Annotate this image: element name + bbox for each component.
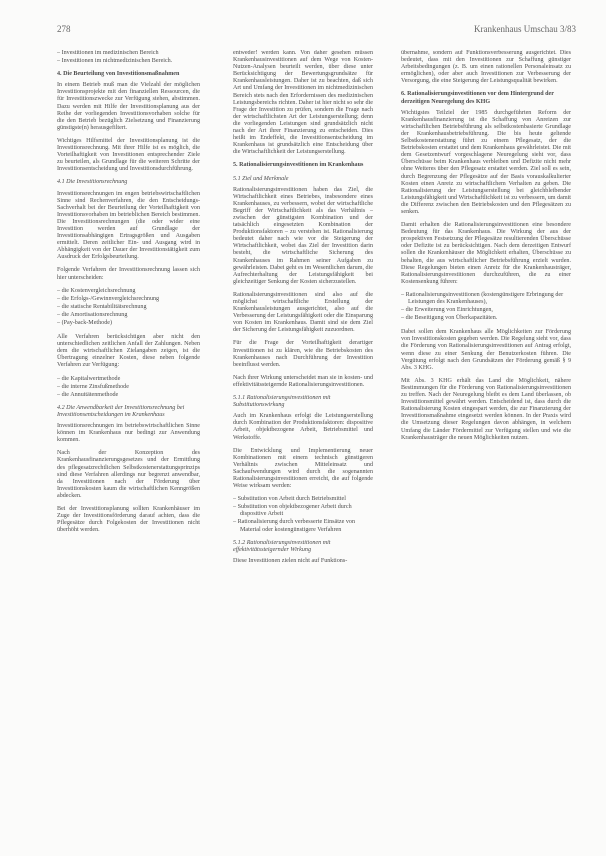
list-item: – Rationalisierungsinvestitionen (kostengünstigere Erbringung der Leistungen des Krankenhauses), — [401, 291, 564, 305]
list-item: – Substitution von objektbezogener Arbeit durch dispositive Arbeit — [233, 504, 352, 518]
paragraph: Auch im Krankenhaus erfolgt die Leistungserstellung durch Kombination der Produktionsfaktoren: dispositive Arbeit, objektbezogene Arbeit, Betriebsmittel und Werkstoffe. — [233, 413, 373, 441]
paragraph: In einem Betrieb muß man die Vielzahl der möglichen Investitionsprojekte mit den finanziellen Ressourcen, die für Investitionszwecke zur Verfügung stehen, abstimmen. Dazu werden mit Hilfe der Investitionsplanung aus der Reihe der vorliegenden Investitionsvorhaben solche für die den Betrieb bezüglich Zielsetzung und Finanzierung günstigste(n) herausgefiltert. — [57, 82, 200, 131]
subsection-heading: 4.2 Die Anwendbarkeit der Investitionsrechnung bei Investitionsentscheidungen im Krankenhaus — [57, 404, 185, 418]
section-heading: 5. Rationalisierungsinvestitionen im Krankenhaus — [233, 162, 364, 169]
list-item: – die Kostenvergleichsrechnung — [57, 287, 136, 294]
paragraph: Rationalisierungsinvestitionen sind also auf die möglichst wirtschaftliche Erstellung der Krankenhausleistungen ausgerichtet, also auf die Verbesserung der Leistungsfähigkeit oder die Einsparung von Kosten im Krankenhaus. Damit sind sie dem Ziel der Sicherung der Leistungsfähigkeit zuzuordnen. — [233, 291, 373, 334]
paragraph: Rationalisierungsinvestitionen haben das Ziel, die Wirtschaftlichkeit eines Betriebes, insbesondere eines Krankenhauses, zu verbessern, wobei der wirtschaftliche Begriff der Wirtschaftlichkeit als das Verhältnis – zwischen der günstigsten Kombination und der tatsächlich eingesetzten Kombination der Produktionsfaktoren – zu verstehen ist. Rationalisierung bedeutet daher nach wie vor die Steigerung der Wirtschaftlichkeit, wobei das Ziel der Investition darin besteht, die wirtschaftliche Sicherung des Krankenhauses im Rahmen seiner Aufgaben zu gewährleisten. Dabei geht es im Wesentlichen darum, die Aufrechterhaltung der Leistungsfähigkeit bei gleichzeitiger Senkung der Kosten sicherzustellen. — [233, 186, 373, 285]
list-item: – die interne Zinsfußmethode — [57, 383, 129, 390]
running-head: Krankenhaus Umschau 3/83 — [474, 24, 576, 34]
paragraph: Nach ihrer Wirkung unterscheidet man sie in kosten- und effektivitätssteigernde Rationalisierungsinvestitionen. — [233, 374, 373, 388]
paragraph: Wichtigstes Teilziel der 1985 durchgeführten Reform der Krankenhausfinanzierung ist die Schaffung von Anreizen zur wirtschaftlichen Betriebsführung als selbstkostenbasierte Grundlage der Krankenhausbetriebsführung. Die bis heute geltende Selbstkostenerstattung führt zu einem Pflegesatz, der die Betriebskosten erstattet und dem Krankenhaus gewährleistet. Die mit dem Gesetzentwurf vorgeschlagene Neuregelung sieht vor, dass Überschüsse beim Krankenhaus verbleiben und Defizite nicht mehr ohne Weiteres über den Pflegesatz erstattet werden. Ziel soll es sein, durch Begrenzung der Pflegesätze auf der Basis vorauskalkulierter Kosten einen Anreiz zu wirtschaftlichem Verhalten zu geben. Die Rationalisierung der Leistungserstellung bei gleichbleibender Leistungsfähigkeit und Wirtschaftlichkeit ist zu verbessern, um damit die Differenz zwischen den Betriebskosten und den Pflegesätzen zu senken. — [401, 109, 571, 215]
paragraph: Dabei sollen dem Krankenhaus alle Möglichkeiten zur Förderung von Investitionskosten gegeben werden. Die Regelung sieht vor, dass die Förderung von Rationalisierungsinvestitionen auf Antrag erfolgt, wenn diese zu einer Senkung der Benutzerkosten führen. Die Vergütung erfolgt nach den Grundsätzen der Förderung gemäß § 9 Abs. 3 KHG. — [401, 329, 571, 371]
paragraph: übernahme, sondern auf Funktionsverbesserung ausgerichtet. Dies bedeutet, dass mit den Investitionen zur Schaffung günstiger Arbeitsbedingungen (z. B. um einen rationellen Personaleinsatz zu ermöglichen), oder aber auch Investitionen zur Verbesserung der Versorgung, die eine Steigerung der Leistungsqualität bewirken. — [401, 50, 571, 85]
subsection-heading: 4.1 Die Investitionsrechnung — [57, 179, 128, 186]
list-item: – die Annuitätenmethode — [57, 391, 119, 398]
list-item: – die Amortisationsrechnung — [57, 311, 128, 318]
page-header — [0, 24, 606, 36]
list-item: – (Pay-back-Methode) — [57, 320, 112, 326]
list-item: – die Erfolgs-/Gewinnvergleichsrechnung — [57, 295, 160, 302]
subsection-heading: 5.1 Ziel und Merkmale — [233, 175, 289, 182]
paragraph: entweder! werden kann. Von daher gesehen müssen Krankenhausinvestitionen auf dem Wege von Kosten-Nutzen-Analysen beurteilt werden, über diese unter Berücksichtigung der Bewertungsgrundsätze für Krankenhausleistungen. Daher ist zu beachten, daß sich Art und Umfang der Investitionen im nichtmedizinischen Bereich stets nach den Erfordernissen des medizinischen Leistungsbereichs richten. Daher ist hier nicht so sehr die Frage der Investition zu prüfen, sondern die Frage nach der wirtschaftlichsten Art der Leistungserstellung; denn die vorliegenden Leistungen sind grundsätzlich nicht nach der Art ihrer Finanzierung zu entscheiden. Dies heißt im Endeffekt, die Investitionsentscheidung im Krankenhaus ist grundsätzlich eine Entscheidung über die Wirtschaftlichkeit der Leistungserstellung. — [233, 50, 373, 156]
list-item: – Investitionen im nichtmedizinischen Bereich. — [57, 58, 173, 65]
paragraph: Damit erhalten die Rationalisierungsinvestitionen eine besondere Bedeutung für das Krankenhaus. Die Wirkung der aus der prospektiven Festsetzung der Pflegesätze resultierenden Überschüsse oder Defizite ist zu berücksichtigen. Nach dem derzeitigen Entwurf sollen die Krankenhäuser die Möglichkeit erhalten, Überschüsse zu behalten, die aus wirtschaftlicher Betriebsführung erzielt wurden. Diese Regelungen bieten einen Anreiz für die Krankenhausträger, Rationalisierungsinvestitionen durchzuführen, die zu einer Kostensenkung führen: — [401, 222, 571, 285]
list-item: – Rationalisierung durch verbesserte Einsätze von Material oder kostengünstigere Verfahren — [233, 519, 356, 533]
list-item: – die Kapitalwertmethode — [57, 375, 121, 382]
section-heading: 6. Rationalisierungsinvestitionen vor dem Hintergrund der derzeitigen Neuregelung des KHG — [401, 91, 554, 105]
paragraph: Die Entwicklung und Implementierung neuer Kombinationen mit einem technisch günstigeren Verhältnis zwischen Mitteleinsatz und Sachaufwendungen wird durch die sogenannten Rationalisierungsinvestitionen erreicht, die auf folgende Weise wirksam werden: — [233, 447, 373, 490]
column-right — [401, 50, 571, 840]
paragraph: Nach der Konzeption des Krankenhausfinanzierungsgesetzes und der Ermittlung des pflegesatzrechtlichen Selbstkostenerstattungsprinzips sind diese Verfahren allerdings nur begrenzt anwendbar, da Investitionen nach der Förderung über Investitionskosten kaum die wirtschaftlichen Kenngrößen abdecken. — [57, 450, 200, 499]
paragraph: Alle Verfahren berücksichtigen aber nicht den unterschiedlichen zeitlichen Anfall der Zahlungen. Neben dem die wirtschaftlichen Zielangaben zeigen, ist die Übertragung einzelner Kosten, diese neben folgende Verfahren zur Verfügung: — [57, 334, 200, 369]
list-item: – Investitionen im medizinischen Bereich — [57, 50, 159, 56]
list-item: – die Erweiterung von Einrichtungen, — [401, 307, 493, 314]
subsection-heading: 5.1.1 Rationalisierungsinvestitionen mit Substitutionswirkung — [233, 395, 331, 409]
column-middle — [233, 50, 373, 840]
paragraph: Wichtiges Hilfsmittel der Investitionsplanung ist die Investitionsrechnung. Mit ihrer Hilfe ist es möglich, die Vorteilhaftigkeit von Investitionen entsprechender Ziele zu beurteilen, als Grundlage für die weiteren Schritte der Investitionsentscheidung und Investitionsdurchführung. — [57, 137, 200, 173]
list-item: – die statische Rentabilitätsrechnung — [57, 303, 147, 310]
paragraph: Investitionsrechnungen im betriebswirtschaftlichen Sinne können im Krankenhaus nur bedingt zur Anwendung kommen. — [57, 423, 200, 444]
section-heading: 4. Die Beurteilung von Investitionsmaßnahmen — [57, 71, 180, 78]
subsection-heading: 5.1.2 Rationalisierungsinvestitionen mit effektivitätssteigernder Wirkung — [233, 539, 331, 553]
paragraph: Diese Investitionen zielen nicht auf Funktions- — [233, 557, 348, 564]
paragraph: Mit Abs. 3 KHG erhält das Land die Möglichkeit, nähere Bestimmungen für die Förderung von Rationalisierungsinvestitionen zu treffen. Nach der Neuregelung bleibt es dem Land überlassen, ob Investitionsmittel gewährt werden. Entscheidend ist, dass durch die Rationalisierung Kosten eingespart werden, die zur Finanzierung der Investitionsmaßnahme eingesetzt werden können. In der Praxis wird die Umsetzung dieser Regelungen davon abhängen, in welchem Umfang die Länder Fördermittel zur Verfügung stellen und wie die Krankenhausträger die neuen Möglichkeiten nutzen. — [401, 377, 571, 441]
paragraph: Investitionsrechnungen im engen betriebswirtschaftlichen Sinne sind Rechenverfahren, die den Entscheidungs-Sachverhalt bei der Beurteilung der Vorteilhaftigkeit von Investitionsvorhaben im betrieblichen Bereich bestimmen. Die Investitionsrechnungen (die oder wider eine Investition werden auf Grundlage der Investitionsabhängigen Ertragsgrößen und Ausgaben ermittelt. Deren zeitlicher Ein- und Ausgang wird in Abhängigkeit von der Dauer der Investitionstätigkeit zum Ausdruck der Erfolgsbeurteilung. — [57, 190, 200, 261]
list-item: – Substitution von Arbeit durch Betriebsmittel — [233, 496, 346, 503]
list-item: – die Beseitigung von Überkapazitäten. — [401, 315, 498, 322]
paragraph: Folgende Verfahren der Investitionsrechnung lassen sich hier unterscheiden: — [57, 267, 200, 281]
page-number: 278 — [57, 24, 71, 34]
column-left — [57, 50, 200, 840]
paragraph: Bei der Investitionsplanung sollten Krankenhäuser im Zuge der Investitionsförderung darauf achten, dass die Pflegesätze durch Folgekosten der Investitionen nicht überhöht werden. — [57, 505, 200, 534]
paragraph: Für die Frage der Vorteilhaftigkeit derartiger Investitionen ist zu klären, wie die Betriebskosten des Krankenhauses nach Durchführung der Investition beeinflusst werden. — [233, 340, 373, 368]
